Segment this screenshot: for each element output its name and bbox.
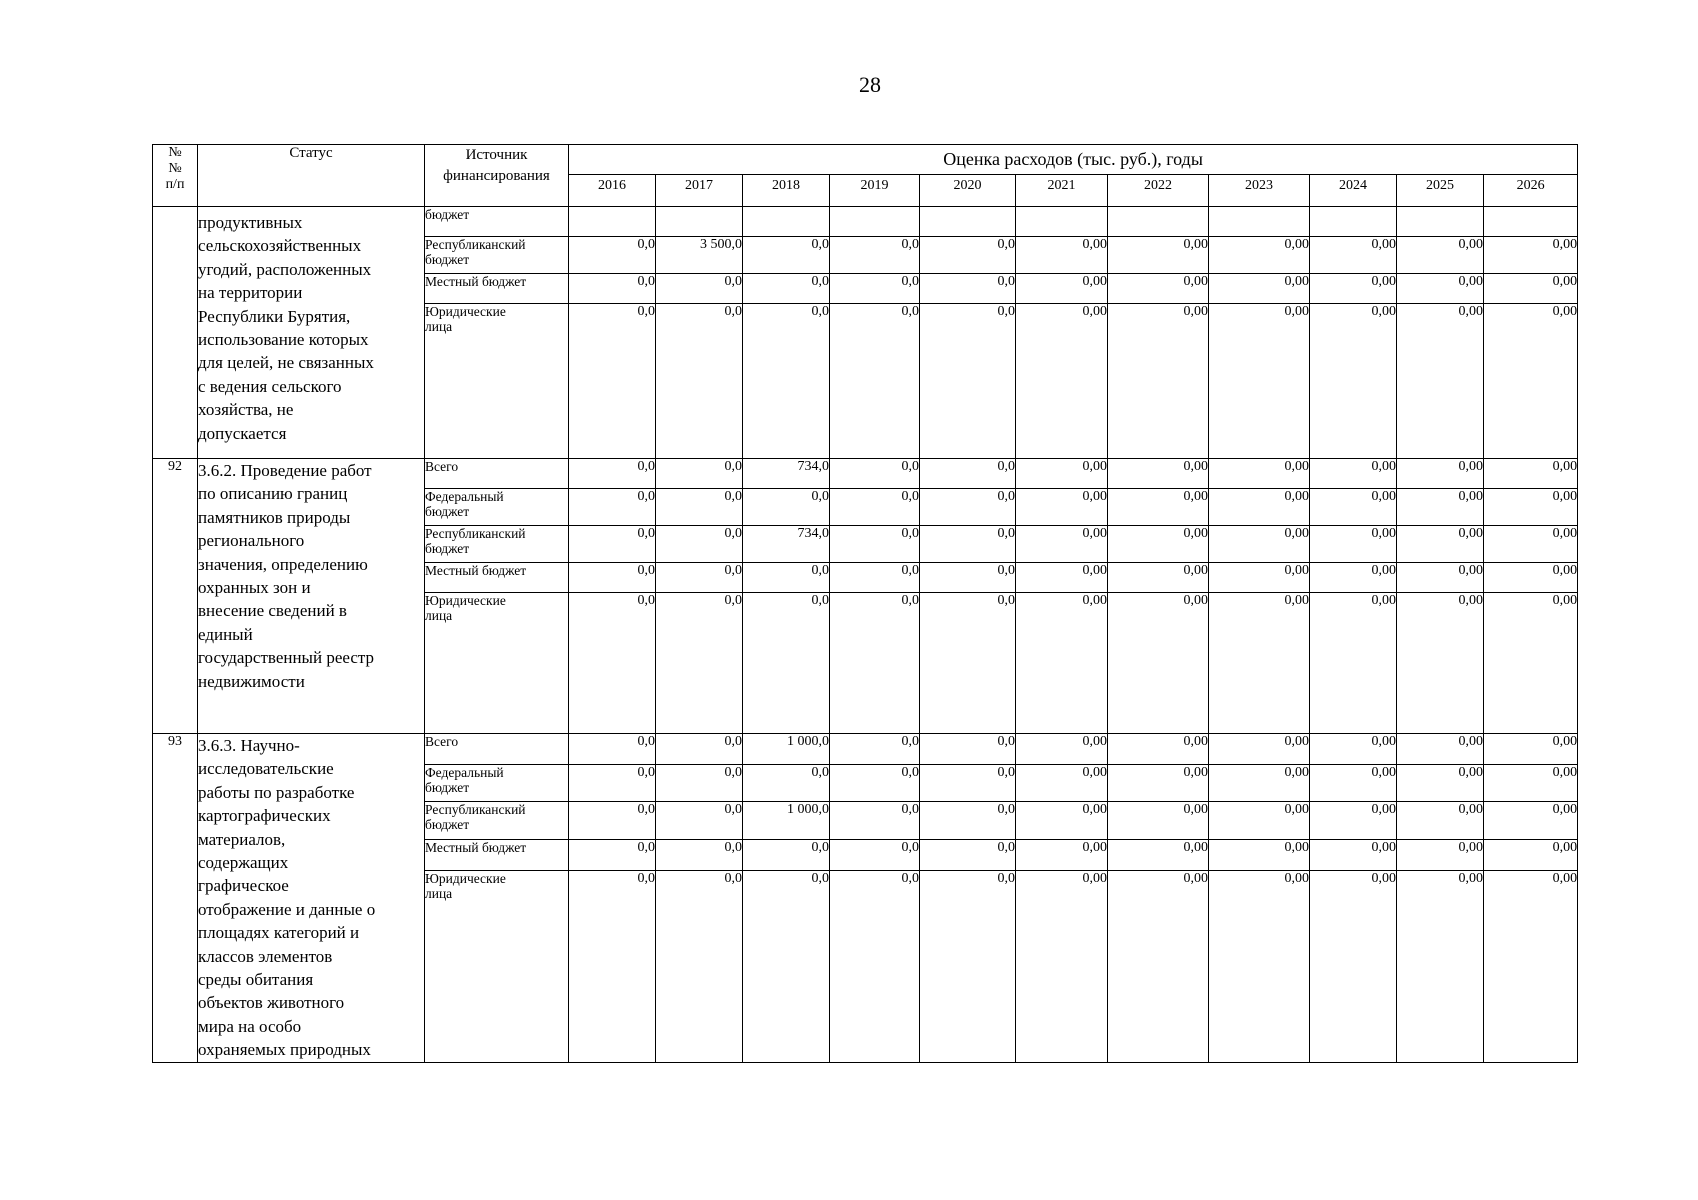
cost-value: 0,0 [569,593,656,734]
cost-value: 0,00 [1108,593,1209,734]
cost-value: 0,00 [1484,734,1578,765]
funding-source: Местный бюджет [425,563,569,593]
cost-value: 0,0 [830,734,920,765]
cost-value: 0,00 [1397,304,1484,459]
header-year: 2023 [1209,175,1310,207]
cost-value [1484,207,1578,237]
funding-source: бюджет [425,207,569,237]
funding-source: Федеральный бюджет [425,489,569,526]
cost-value: 0,0 [830,459,920,489]
cost-value: 0,00 [1484,593,1578,734]
header-year: 2021 [1016,175,1108,207]
header-source: Источник финансирования [425,145,569,207]
item-number: 93 [153,734,198,1063]
cost-value: 0,0 [830,764,920,802]
cost-value: 0,0 [920,764,1016,802]
cost-value: 0,00 [1209,802,1310,840]
item-description: продуктивных сельскохозяйственных угодий, расположенных на территории Республики Бурятия, использование которых для целей, не связанных с ведения сельского хозяйства, не допускается [198,207,425,459]
cost-value: 0,0 [569,802,656,840]
cost-value: 0,00 [1209,593,1310,734]
cost-value: 0,0 [743,489,830,526]
cost-value: 0,0 [830,237,920,274]
cost-value: 0,00 [1108,734,1209,765]
funding-source: Местный бюджет [425,840,569,871]
cost-value: 0,0 [830,870,920,1062]
cost-value: 0,00 [1016,489,1108,526]
cost-value: 0,00 [1016,840,1108,871]
cost-value: 0,0 [743,237,830,274]
page-number: 28 [859,72,881,97]
cost-value: 0,0 [830,840,920,871]
cost-value: 0,0 [569,459,656,489]
cost-value: 0,0 [920,459,1016,489]
cost-value: 0,0 [569,237,656,274]
funding-source: Местный бюджет [425,274,569,304]
cost-value: 0,00 [1209,840,1310,871]
cost-value: 0,00 [1108,274,1209,304]
cost-value: 0,00 [1016,563,1108,593]
cost-value: 0,00 [1108,304,1209,459]
header-year: 2025 [1397,175,1484,207]
cost-value: 0,00 [1484,459,1578,489]
cost-value: 0,00 [1016,459,1108,489]
cost-value: 0,00 [1016,237,1108,274]
funding-source: Всего [425,459,569,489]
cost-value: 0,00 [1484,489,1578,526]
cost-value [1016,207,1108,237]
cost-value: 0,00 [1310,563,1397,593]
cost-value [830,207,920,237]
cost-value: 0,0 [569,870,656,1062]
cost-value: 0,0 [656,802,743,840]
cost-value: 0,00 [1310,840,1397,871]
table-row [153,459,1578,489]
funding-source: Федеральный бюджет [425,764,569,802]
cost-value: 0,00 [1016,734,1108,765]
cost-value: 0,00 [1484,764,1578,802]
cost-value: 0,00 [1310,489,1397,526]
cost-value: 0,00 [1310,526,1397,563]
cost-value: 0,00 [1108,526,1209,563]
cost-value: 0,0 [656,304,743,459]
item-description: 3.6.2. Проведение работ по описанию границ памятников природы регионального значения, определению охранных зон и внесение сведений в единый государственный реестр недвижимости [198,459,425,734]
funding-source: Республиканский бюджет [425,526,569,563]
cost-value: 0,00 [1209,237,1310,274]
cost-value: 0,00 [1209,563,1310,593]
item-number [153,207,198,459]
cost-value: 0,0 [569,304,656,459]
cost-value: 0,0 [743,870,830,1062]
header-year: 2024 [1310,175,1397,207]
cost-value [1209,207,1310,237]
budget-table [152,144,1578,1063]
cost-value: 0,00 [1016,593,1108,734]
cost-value: 0,0 [656,274,743,304]
cost-value: 0,00 [1484,563,1578,593]
funding-source: Республиканский бюджет [425,237,569,274]
cost-value: 0,0 [656,593,743,734]
cost-value: 0,00 [1397,593,1484,734]
cost-value: 0,00 [1397,840,1484,871]
cost-value: 0,0 [743,304,830,459]
cost-value: 0,0 [920,734,1016,765]
funding-source: Юридические лица [425,870,569,1062]
cost-value: 0,00 [1310,734,1397,765]
cost-value: 0,0 [656,840,743,871]
cost-value: 0,00 [1209,274,1310,304]
cost-value [1310,207,1397,237]
cost-value: 0,00 [1108,840,1209,871]
cost-value: 0,00 [1108,802,1209,840]
cost-value: 0,00 [1484,274,1578,304]
header-year: 2018 [743,175,830,207]
cost-value [1397,207,1484,237]
header-estimate: Оценка расходов (тыс. руб.), годы [569,145,1578,175]
cost-value: 0,00 [1016,870,1108,1062]
table-row [153,734,1578,765]
cost-value: 0,0 [656,459,743,489]
cost-value: 0,00 [1108,870,1209,1062]
funding-source: Всего [425,734,569,765]
cost-value: 0,0 [569,764,656,802]
cost-value: 0,0 [830,526,920,563]
cost-value: 0,00 [1397,526,1484,563]
cost-value: 0,0 [743,563,830,593]
cost-value: 0,00 [1484,802,1578,840]
cost-value: 0,0 [656,563,743,593]
cost-value: 0,00 [1016,764,1108,802]
cost-value: 0,00 [1484,237,1578,274]
header-year: 2020 [920,175,1016,207]
cost-value: 0,00 [1310,274,1397,304]
cost-value: 0,00 [1209,304,1310,459]
cost-value: 0,0 [920,274,1016,304]
cost-value: 0,0 [569,840,656,871]
cost-value: 1 000,0 [743,802,830,840]
cost-value: 0,00 [1209,526,1310,563]
cost-value: 0,0 [569,489,656,526]
header-year: 2017 [656,175,743,207]
cost-value: 0,00 [1310,237,1397,274]
header-status: Статус [198,145,425,207]
cost-value: 0,00 [1108,764,1209,802]
cost-value [920,207,1016,237]
cost-value: 0,0 [830,563,920,593]
cost-value: 0,0 [743,840,830,871]
cost-value: 0,00 [1209,489,1310,526]
cost-value: 0,00 [1310,764,1397,802]
header-num [153,145,198,207]
cost-value: 0,00 [1209,870,1310,1062]
cost-value: 0,00 [1209,459,1310,489]
cost-value: 0,00 [1397,237,1484,274]
cost-value: 0,0 [743,764,830,802]
cost-value: 0,00 [1397,764,1484,802]
cost-value: 0,0 [656,734,743,765]
cost-value: 0,0 [656,764,743,802]
table-row [153,207,1578,237]
header-year: 2026 [1484,175,1578,207]
cost-value: 0,00 [1310,459,1397,489]
cost-value: 0,0 [830,802,920,840]
cost-value: 0,0 [569,563,656,593]
cost-value: 0,00 [1397,563,1484,593]
funding-source: Юридические лица [425,593,569,734]
cost-value: 0,00 [1310,870,1397,1062]
item-description: 3.6.3. Научно- исследовательские работы по разработке картографических материалов, содержащих графическое отображение и данные о площадях категорий и классов элементов среды обитания объектов животного мира на особо охраняемых природных [198,734,425,1063]
cost-value: 0,00 [1016,304,1108,459]
cost-value: 0,00 [1016,526,1108,563]
cost-value: 0,00 [1209,764,1310,802]
cost-value: 0,0 [656,870,743,1062]
cost-value: 0,0 [920,802,1016,840]
cost-value: 0,00 [1209,734,1310,765]
cost-value: 0,0 [830,593,920,734]
cost-value: 0,0 [920,237,1016,274]
cost-value [1108,207,1209,237]
cost-value: 0,0 [743,593,830,734]
cost-value: 734,0 [743,459,830,489]
cost-value: 0,0 [920,489,1016,526]
cost-value: 0,0 [656,489,743,526]
cost-value: 0,00 [1397,274,1484,304]
cost-value: 0,0 [830,304,920,459]
item-number: 92 [153,459,198,734]
cost-value: 0,00 [1310,593,1397,734]
header-year: 2022 [1108,175,1209,207]
cost-value: 0,0 [830,274,920,304]
header-num-label: № № п/п [165,145,185,192]
cost-value: 3 500,0 [656,237,743,274]
cost-value: 0,00 [1310,304,1397,459]
cost-value: 0,0 [569,274,656,304]
cost-value: 0,00 [1397,459,1484,489]
cost-value: 0,0 [569,526,656,563]
header-year: 2019 [830,175,920,207]
cost-value: 0,00 [1397,489,1484,526]
cost-value: 0,00 [1484,840,1578,871]
cost-value: 0,00 [1108,459,1209,489]
cost-value: 0,00 [1484,304,1578,459]
table-body [153,207,1578,1063]
funding-source: Юридические лица [425,304,569,459]
cost-value: 0,00 [1108,489,1209,526]
cost-value: 0,0 [743,274,830,304]
cost-value: 0,00 [1310,802,1397,840]
cost-value: 0,00 [1108,237,1209,274]
cost-value: 734,0 [743,526,830,563]
cost-value: 0,00 [1484,526,1578,563]
cost-value [656,207,743,237]
cost-value: 0,00 [1016,802,1108,840]
cost-value: 0,0 [656,526,743,563]
cost-value [569,207,656,237]
cost-value: 1 000,0 [743,734,830,765]
cost-value: 0,00 [1397,734,1484,765]
header-row-1 [153,145,1578,175]
cost-value: 0,0 [920,563,1016,593]
cost-value: 0,0 [920,870,1016,1062]
cost-value: 0,0 [920,840,1016,871]
cost-value: 0,00 [1397,870,1484,1062]
funding-source: Республиканский бюджет [425,802,569,840]
cost-value: 0,00 [1484,870,1578,1062]
cost-value [743,207,830,237]
cost-value: 0,00 [1016,274,1108,304]
cost-value: 0,0 [569,734,656,765]
cost-value: 0,0 [920,593,1016,734]
cost-value: 0,00 [1397,802,1484,840]
header-year: 2016 [569,175,656,207]
cost-value: 0,00 [1108,563,1209,593]
cost-value: 0,0 [920,304,1016,459]
cost-value: 0,0 [920,526,1016,563]
cost-value: 0,0 [830,489,920,526]
